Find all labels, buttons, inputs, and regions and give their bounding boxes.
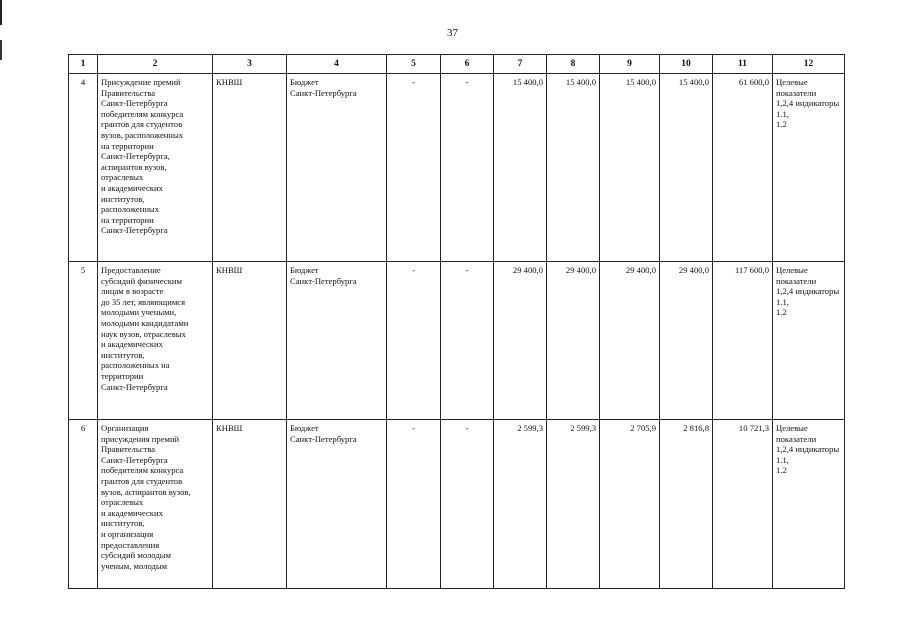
total-cell: 117 600,0 xyxy=(713,262,773,420)
total-cell: 10 721,3 xyxy=(713,420,773,589)
value-cell-col9: 2 705,9 xyxy=(600,420,660,589)
executor-cell: КНВШ xyxy=(213,74,287,262)
value-cell-col5: - xyxy=(387,262,441,420)
column-header: 11 xyxy=(713,55,773,74)
column-header: 12 xyxy=(773,55,845,74)
column-header: 10 xyxy=(660,55,713,74)
indicators-cell: Целевые показатели 1,2,4 индикаторы 1.1, 1.2 xyxy=(773,74,845,262)
value-cell-col5: - xyxy=(387,420,441,589)
value-cell-col6: - xyxy=(441,420,494,589)
column-header: 2 xyxy=(98,55,213,74)
column-header: 4 xyxy=(287,55,387,74)
value-cell-col7: 15 400,0 xyxy=(494,74,547,262)
indicators-cell: Целевые показатели 1,2,4 индикаторы 1.1, 1.2 xyxy=(773,420,845,589)
activity-name-cell: Предоставление субсидий физическим лицам в возрасте до 35 лет, являющимся молодыми учеными, молодыми кандидатами наук вузов, отраслевых и академических институтов, расположенных на территории Санкт-Петербурга xyxy=(98,262,213,420)
value-cell-col10: 2 816,8 xyxy=(660,420,713,589)
funding-source-cell: Бюджет Санкт-Петербурга xyxy=(287,74,387,262)
column-header: 1 xyxy=(69,55,98,74)
executor-cell: КНВШ xyxy=(213,262,287,420)
activity-name-cell: Присуждение премий Правительства Санкт-Петербурга победителям конкурса грантов для студентов вузов, расположенных на территории Санкт-Петербурга, аспирантов вузов, отраслевых и академических институтов, расположенных на территории Санкт-Петербурга xyxy=(98,74,213,262)
value-cell-col8: 15 400,0 xyxy=(547,74,600,262)
table-header-row xyxy=(69,55,845,74)
funding-source-cell: Бюджет Санкт-Петербурга xyxy=(287,262,387,420)
value-cell-col8: 2 599,3 xyxy=(547,420,600,589)
column-header: 8 xyxy=(547,55,600,74)
value-cell-col8: 29 400,0 xyxy=(547,262,600,420)
value-cell-col10: 29 400,0 xyxy=(660,262,713,420)
value-cell-col9: 29 400,0 xyxy=(600,262,660,420)
total-cell: 61 600,0 xyxy=(713,74,773,262)
row-number-cell: 4 xyxy=(69,74,98,262)
column-header: 3 xyxy=(213,55,287,74)
table-row xyxy=(69,420,845,589)
table-row xyxy=(69,74,845,262)
value-cell-col7: 2 599,3 xyxy=(494,420,547,589)
value-cell-col7: 29 400,0 xyxy=(494,262,547,420)
row-number-cell: 5 xyxy=(69,262,98,420)
column-header: 9 xyxy=(600,55,660,74)
page-number: 37 xyxy=(447,27,458,39)
value-cell-col6: - xyxy=(441,74,494,262)
column-header: 5 xyxy=(387,55,441,74)
executor-cell: КНВШ xyxy=(213,420,287,589)
program-table xyxy=(68,54,845,589)
value-cell-col10: 15 400,0 xyxy=(660,74,713,262)
funding-source-cell: Бюджет Санкт-Петербурга xyxy=(287,420,387,589)
activity-name-cell: Организация присуждения премий Правительства Санкт-Петербурга победителям конкурса грантов для студентов вузов, аспирантов вузов, отраслевых и академических институтов, и организация предоставления субсидий молодым ученым, молодым xyxy=(98,420,213,589)
value-cell-col6: - xyxy=(441,262,494,420)
column-header: 7 xyxy=(494,55,547,74)
table-row xyxy=(69,262,845,420)
value-cell-col9: 15 400,0 xyxy=(600,74,660,262)
value-cell-col5: - xyxy=(387,74,441,262)
column-header: 6 xyxy=(441,55,494,74)
scan-edge-mark xyxy=(0,0,2,640)
indicators-cell: Целевые показатели 1,2,4 индикаторы 1.1, 1.2 xyxy=(773,262,845,420)
row-number-cell: 6 xyxy=(69,420,98,589)
